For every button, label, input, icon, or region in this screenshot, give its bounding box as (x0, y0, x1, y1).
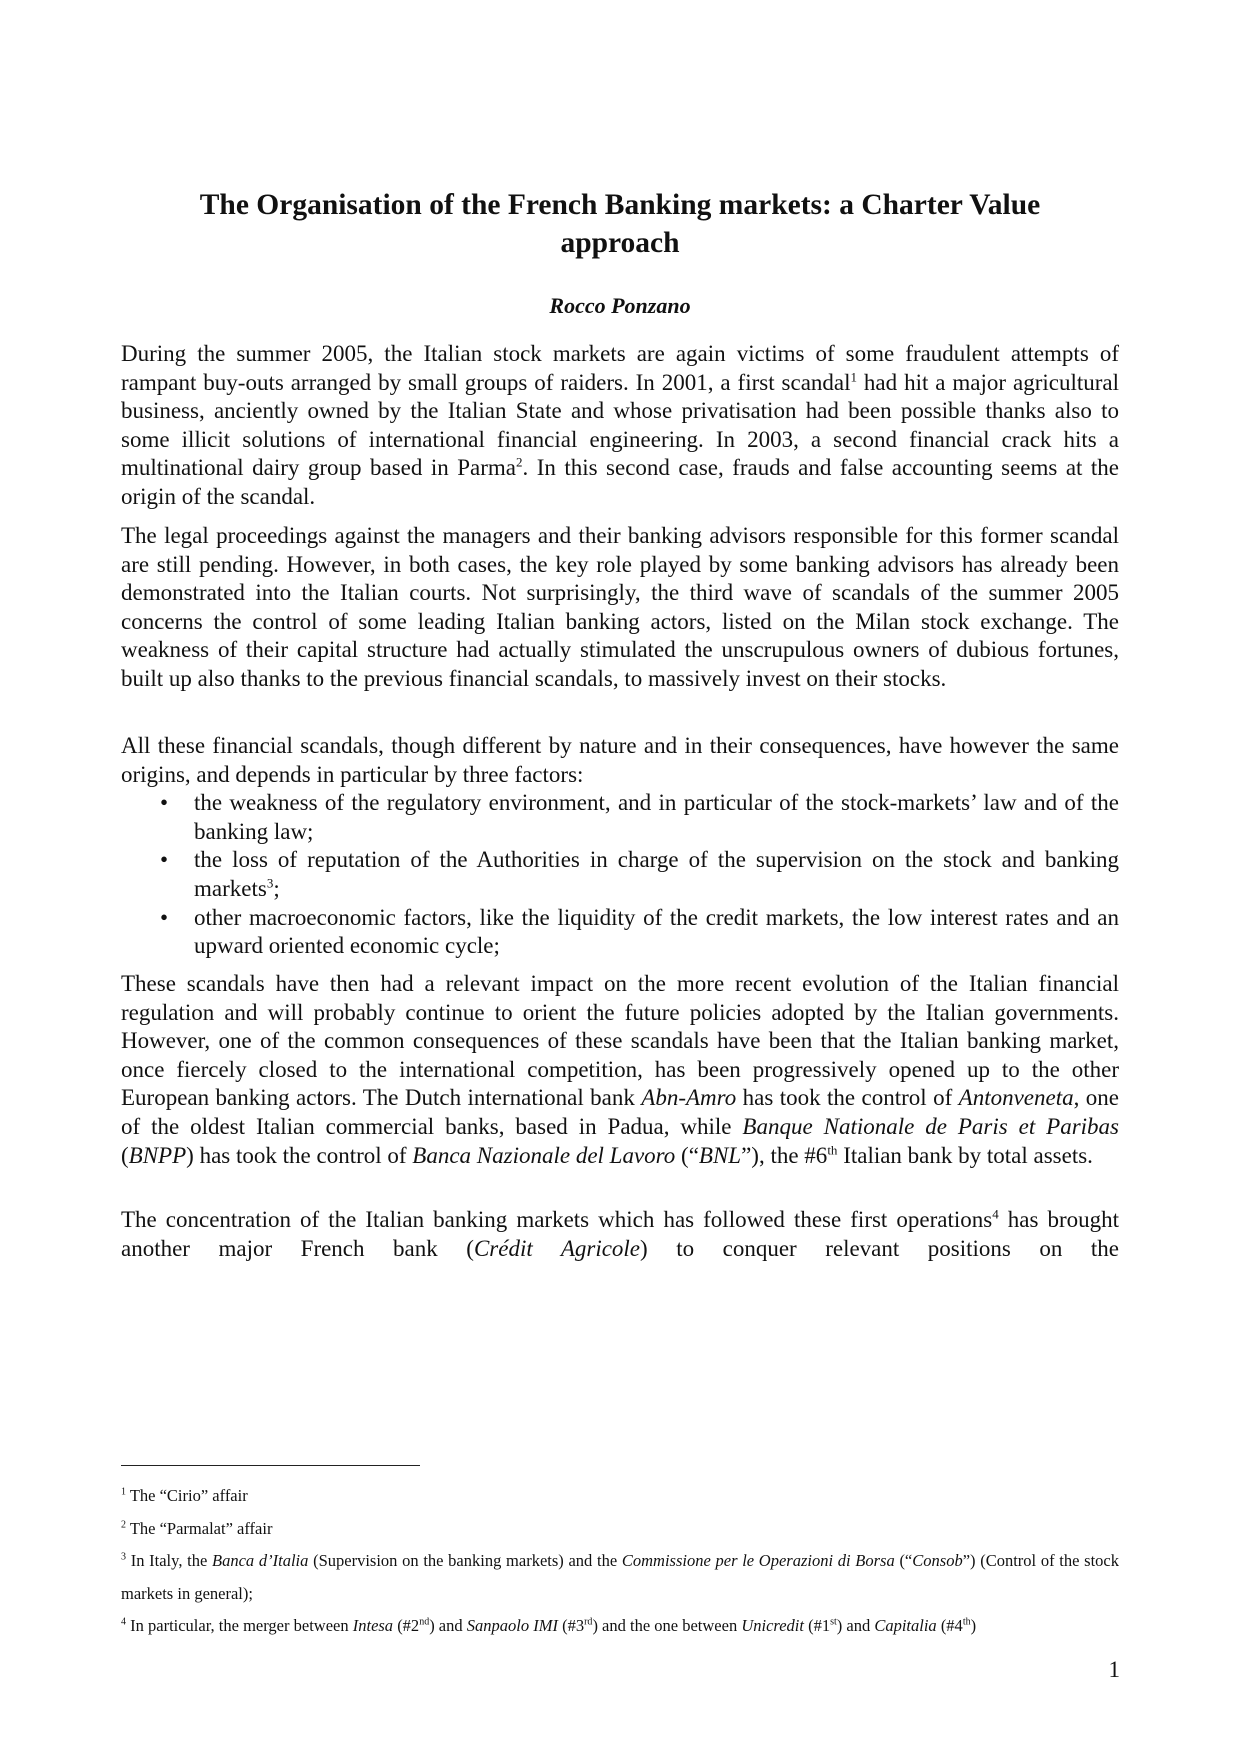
paragraph-2: The legal proceedings against the managers and their banking advisors responsible for this former scandal are still pending. However, in both cases, the key role played by some banking advisors has already been demonstrated into the Italian courts. Not surprisingly, the third wave of scandals of the summer 2005 concerns the control of some leading Italian banking actors, listed on the Milan stock exchange. The weakness of their capital structure had actually stimulated the unscrupulous owners of dubious fortunes, built up also thanks to the previous financial scandals, to massively invest on their stocks. (121, 523, 1119, 691)
paragraph-3: All these financial scandals, though different by nature and in their consequences, have however the same origins, and depends in particular by three factors: (121, 733, 1119, 787)
paragraph-1: During the summer 2005, the Italian stock markets are again victims of some fraudulent attempts of rampant buy-outs arranged by small groups of raiders. In 2001, a first scandal$^1$ had hit a major agricultural business, anciently owned by the Italian State and whose privatisation had been possible thanks also to some illicit solutions of international financial engineering. In 2003, a second financial crack hits a multinational dairy group based in Parma$^2$. In this second case, frauds and false accounting seems at the origin of the scandal. (121, 341, 1119, 509)
paragraph-5: The concentration of the Italian banking markets which has followed these first operations$^4$ has brought another major French bank (Crédit Agricole) to conquer relevant positions on the (121, 1206, 1120, 1261)
footnote-2: $^2$ The “Parmalat” affair (121, 1518, 273, 1538)
paper-title (120, 186, 1120, 262)
list-item: • the weakness of the regulatory environment, and in particular of the stock-markets’ law and of the banking law; (160, 790, 1119, 844)
title-line-1: The Organisation of the French Banking markets: a Charter Value (199, 189, 1041, 221)
bullet-icon: • (160, 904, 169, 930)
author-name: Rocco Ponzano (549, 293, 691, 318)
footnote-4: $^4$ In particular, the merger between Intesa (#2nd) and Sanpaolo IMI (#3rd) and the one between Unicredit (#1st) and Capitalia (#4th) (121, 1616, 977, 1635)
footnotes (121, 1480, 1119, 1643)
footnote-3: $^3$ In Italy, the Banca d’Italia (Supervision on the banking markets) and the Commissione per le Operazioni di Borsa (“Consob”) (Control of the stock markets in general); (121, 1551, 1119, 1603)
title-line-2: approach (560, 227, 680, 259)
bullet-icon: • (160, 847, 169, 873)
footnote-ref-3: 3 (266, 875, 274, 891)
footnote-ref-2: 2 (515, 454, 523, 470)
page-number: 1 (1108, 1657, 1120, 1682)
footnote-ref-1: 1 (850, 368, 857, 384)
factor-list (121, 789, 1119, 961)
footnote-divider (121, 1465, 420, 1466)
paragraph-3-block (121, 732, 1119, 961)
list-item: • other macroeconomic factors, like the liquidity of the credit markets, the low interest rates and an upward oriented economic cycle; (160, 904, 1119, 959)
footnote-1: $^1$ The “Cirio” affair (121, 1486, 248, 1505)
paragraph-4: These scandals have then had a relevant impact on the more recent evolution of the Italian financial regulation and will probably continue to orient the future policies adopted by the Italian governments. However, one of the common consequences of these scandals have been that the Italian banking market, once fiercely closed to the international competition, has been progressively opened up to the other European banking actors. The Dutch international bank Abn-Amro has took the control of Antonveneta, one of the oldest Italian commercial banks, based in Padua, while Banque Nationale de Paris et Paribas (BNPP) has took the control of Banca Nazionale del Lavoro (“BNL”), the #6th Italian bank by total assets. (121, 971, 1119, 1168)
bullet-icon: • (160, 790, 169, 816)
list-item: • the loss of reputation of the Authorities in charge of the supervision on the stock and banking markets$^3$; (160, 847, 1119, 901)
footnote-ref-4: 4 (992, 1206, 999, 1222)
